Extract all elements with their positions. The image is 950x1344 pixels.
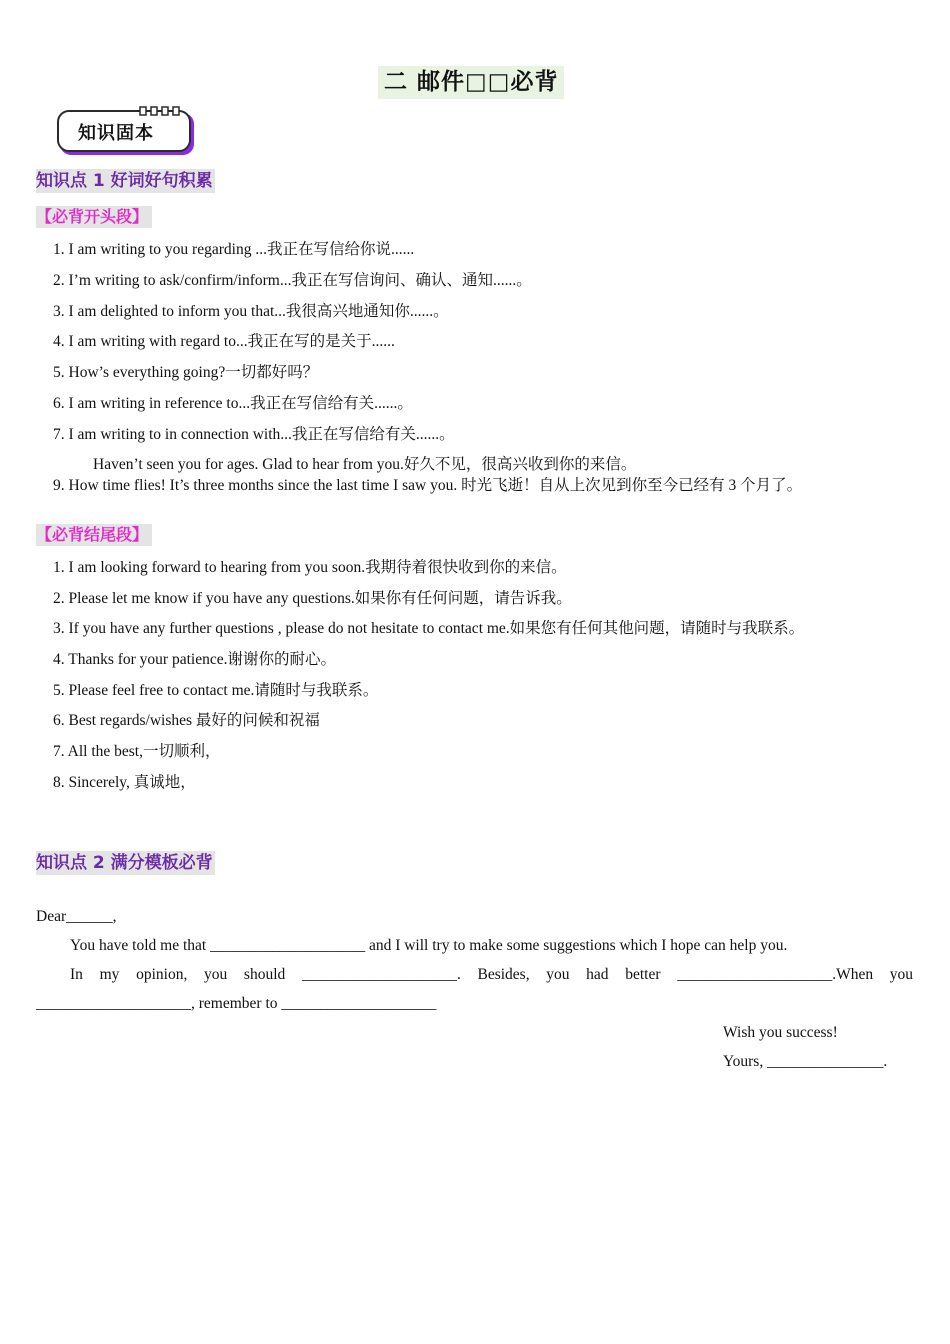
- list-item: 6. Best regards/wishes 最好的问候和祝福: [53, 712, 320, 729]
- template-paragraph-2: [70, 964, 913, 986]
- p2-word: should: [243, 966, 286, 983]
- p2-word: opinion,: [136, 966, 188, 983]
- knowledge-badge: [56, 106, 198, 158]
- list-item: 7. I am writing to in connection with...我正在写信给有关......。: [53, 426, 455, 443]
- badge-label: 知识固本: [78, 123, 154, 144]
- list-item: 5. Please feel free to contact me.请随时与我联系。: [53, 682, 379, 699]
- template-paragraph-1: You have told me that ____________________ and I will try to make some suggestions which I hope can help you.: [70, 937, 788, 954]
- template-wish: Wish you success!: [723, 1024, 838, 1041]
- section1-heading: 知识点 1 好词好句积累: [36, 171, 213, 191]
- p2-word: better: [625, 966, 661, 983]
- list-item: 3. I am delighted to inform you that...我很高兴地通知你......。: [53, 303, 449, 320]
- list-item: 9. How time flies! It’s three months since the last time I saw you. 时光飞逝！自从上次见到你至今已经有 3 个月了。: [53, 477, 803, 494]
- list-item: 7. All the best,一切顺利，: [53, 743, 221, 760]
- p2-word: ____________________.When: [677, 966, 874, 983]
- list-item: 1. I am writing to you regarding ...我正在写信给你说......: [53, 241, 415, 258]
- list-item: 2. I’m writing to ask/confirm/inform...我正在写信询问、确认、通知......。: [53, 272, 532, 289]
- p2-word: ____________________.: [301, 966, 461, 983]
- list-item: 6. I am writing in reference to...我正在写信给有关......。: [53, 395, 413, 412]
- p2-word: you: [889, 966, 914, 983]
- list-item: 3. If you have any further questions , please do not hesitate to contact me.如果您有任何其他问题，请随时与我联系。: [53, 620, 805, 637]
- list-item: 5. How’s everything going?一切都好吗？: [53, 364, 319, 381]
- opening-heading: 【必背开头段】: [36, 206, 152, 228]
- p2-word: had: [586, 966, 609, 983]
- template-signoff: Yours, _______________.: [723, 1053, 888, 1070]
- closing-heading: 【必背结尾段】: [36, 524, 152, 546]
- list-item: 2. Please let me know if you have any questions.如果你有任何问题，请告诉我。: [53, 590, 572, 607]
- list-item: 8. Sincerely, 真诚地，: [53, 774, 196, 791]
- p2-word: my: [99, 966, 120, 983]
- p2-word: In: [70, 966, 83, 983]
- list-item: 1. I am looking forward to hearing from you soon.我期待着很快收到你的来信。: [53, 559, 567, 576]
- list-item: 4. Thanks for your patience.谢谢你的耐心。: [53, 651, 336, 668]
- template-paragraph-2-cont: ____________________, remember to ____________________: [36, 995, 437, 1012]
- p2-word: Besides,: [477, 966, 530, 983]
- template-salutation: Dear______,: [36, 908, 117, 925]
- page-title: 二 邮件□□必背: [378, 66, 564, 99]
- list-item: Haven’t seen you for ages. Glad to hear from you.好久不见，很高兴收到你的来信。: [93, 456, 637, 473]
- list-item: 4. I am writing with regard to...我正在写的是关于......: [53, 333, 395, 350]
- section2-heading: 知识点 2 满分模板必背: [36, 853, 213, 873]
- p2-word: you: [546, 966, 570, 983]
- p2-word: you: [204, 966, 228, 983]
